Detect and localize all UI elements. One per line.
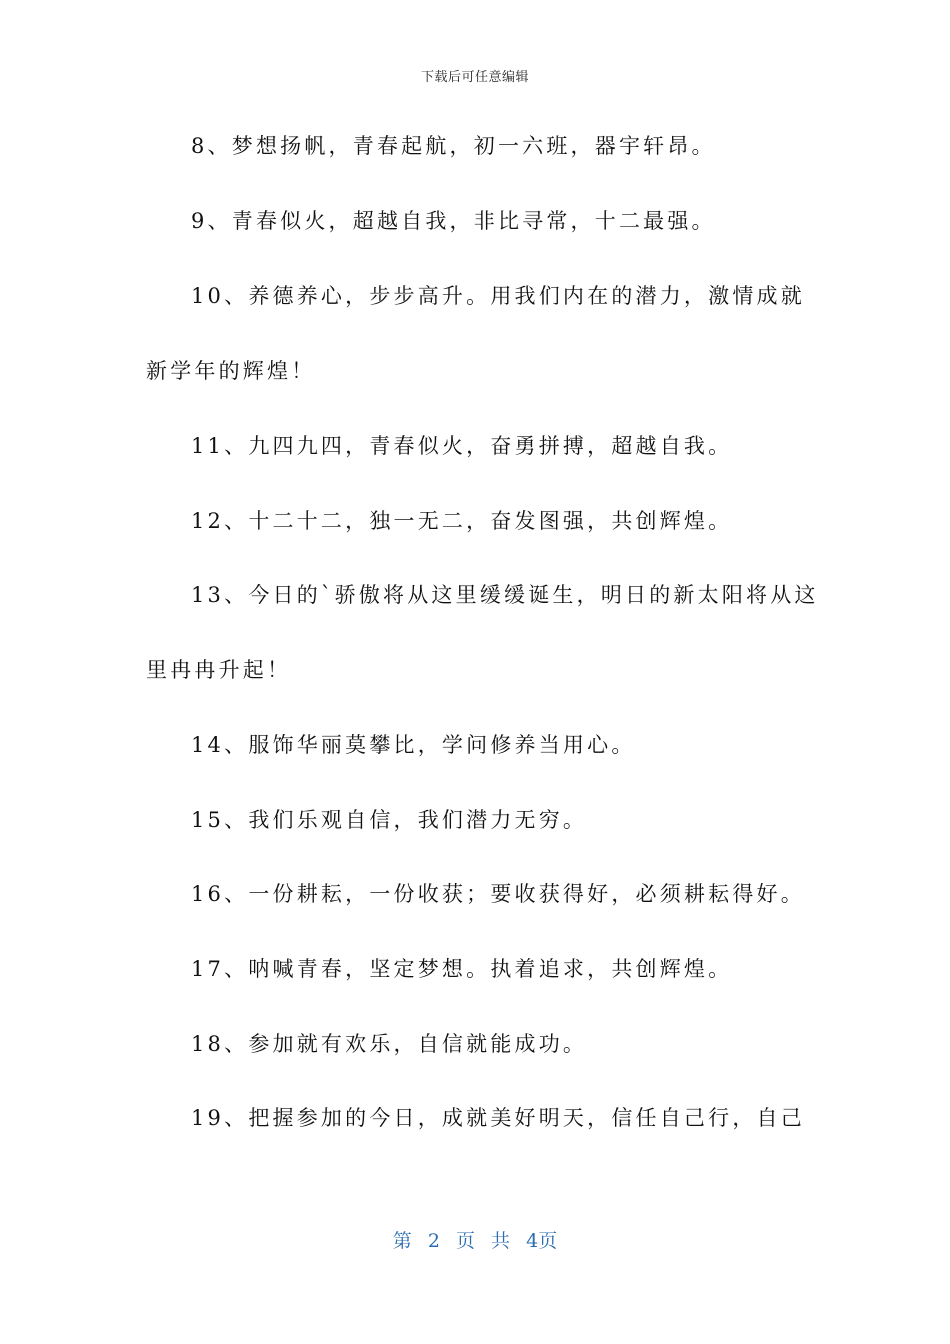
footer-prefix: 第 (392, 1230, 412, 1252)
slogan-line-12: 12、十二十二，独一无二，奋发图强，共创辉煌。 (191, 509, 733, 533)
header-note: 下载后可任意编辑 (420, 70, 529, 85)
page-footer (0, 1226, 950, 1253)
slogan-line-15: 15、我们乐观自信，我们潜力无穷。 (191, 808, 588, 832)
footer-current-page: 2 (427, 1230, 440, 1252)
slogan-line-14: 14、服饰华丽莫攀比，学问修养当用心。 (191, 733, 636, 757)
slogan-line-10-cont: 新学年的辉煌！ (146, 359, 316, 383)
slogan-line-18: 18、参加就有欢乐，自信就能成功。 (191, 1032, 588, 1056)
footer-page-word: 页 (455, 1230, 475, 1252)
slogan-line-9: 9、青春似火，超越自我，非比寻常，十二最强。 (191, 209, 716, 233)
slogan-line-17: 17、呐喊青春，坚定梦想。执着追求，共创辉煌。 (191, 957, 733, 981)
slogan-line-13: 13、今日的`骄傲将从这里缓缓诞生，明日的新太阳将从这 (191, 583, 819, 607)
footer-total-word: 共 (491, 1230, 511, 1252)
slogan-line-13-cont: 里冉冉升起！ (146, 658, 292, 682)
slogan-line-11: 11、九四九四，青春似火，奋勇拼搏，超越自我。 (191, 434, 733, 458)
footer-total-pages: 4页 (526, 1230, 558, 1252)
slogan-line-10: 10、养德养心，步步高升。用我们内在的潜力，激情成就 (191, 284, 805, 308)
slogan-line-19: 19、把握参加的今日，成就美好明天，信任自己行，自己 (191, 1106, 805, 1130)
slogan-line-8: 8、梦想扬帆，青春起航，初一六班，器宇轩昂。 (191, 134, 716, 158)
slogan-line-16: 16、一份耕耘，一份收获；要收获得好，必须耕耘得好。 (191, 882, 805, 906)
